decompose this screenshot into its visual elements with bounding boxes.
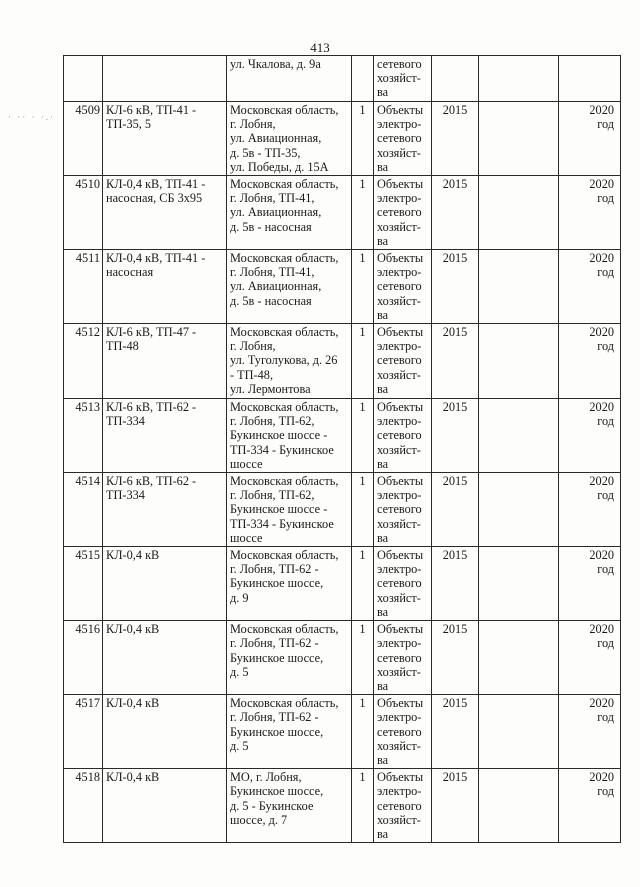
cell-no: 4511 [64,250,103,324]
cell-term-line: год [597,265,614,280]
cell-kind [374,769,432,843]
cell-location-line: г. Лобня, ТП-62, [230,488,315,503]
cell-no: 4510 [64,176,103,250]
cell-term-line: 2020 [589,177,614,192]
cell-empty [479,473,559,547]
cell-object-line: КЛ-0,4 кВ [106,770,160,785]
cell-term [559,399,621,473]
cell-kind-line: Объекты [377,548,424,563]
cell-kind [374,399,432,473]
cell-term-line: год [597,191,614,206]
cell-no: 4513 [64,399,103,473]
cell-location-line: г. Лобня, ТП-62 - [230,562,319,577]
cell-object-line: КЛ-6 кВ, ТП-62 - [106,400,197,415]
cell-kind-line: Объекты [377,177,424,192]
cell-year: 2015 [432,176,479,250]
cell-year: 2015 [432,769,479,843]
cell-kind-line: ва [377,826,389,841]
cell-year: 2015 [432,695,479,769]
cell-kind-line: хозяйст- [377,664,421,679]
cell-qty: 1 [352,102,374,176]
cell-qty: 1 [352,324,374,399]
cell-term-line: год [597,710,614,725]
cell-object [103,176,227,250]
cell-kind [374,621,432,695]
cell-term-line: 2020 [589,103,614,117]
cell-no: 4512 [64,324,103,399]
cell-no: 4515 [64,547,103,621]
cell-location [227,695,352,769]
cell-kind-line: хозяйст- [377,442,421,457]
cell-location-line: д. 5в - насосная [230,293,312,308]
cell-no: 4518 [64,769,103,843]
cell-location-line: ТП-334 - Букинское [230,442,334,457]
registry-sheet [63,55,620,839]
cell-object [103,547,227,621]
cell-kind-line: сетевого [377,428,422,443]
cell-object [103,399,227,473]
cell-kind-line: хозяйст- [377,145,421,160]
cell-kind-line: Объекты [377,770,424,785]
cell-term [559,547,621,621]
cell-object-line: насосная [106,265,154,280]
cell-empty [479,547,559,621]
cell-kind-line: ва [377,456,389,471]
cell-location-line: МО, г. Лобня, [230,770,302,785]
cell-location-line: Московская область, [230,251,339,266]
cell-kind-line: хозяйст- [377,367,421,382]
cell-term [559,56,621,102]
cell-location-line: ул. Лермонтова [230,381,311,396]
cell-kind [374,324,432,399]
kind-line: хозяйст- [377,71,421,86]
cell-year: 2015 [432,473,479,547]
cell-kind-line: Объекты [377,251,424,266]
table-row [64,769,621,843]
cell-location-line: д. 5в - насосная [230,219,312,234]
cell-location-line: Московская область, [230,696,339,711]
cell-term [559,621,621,695]
cell-location-line: г. Лобня, [230,117,276,132]
cell-term-line: 2020 [589,251,614,266]
cell-location-line: Московская область, [230,474,339,489]
cell-location-line: г. Лобня, ТП-62 - [230,710,319,725]
cell-location-line: Московская область, [230,400,339,415]
cell-year [432,56,479,102]
cell-kind-line: сетевого [377,205,422,220]
cell-location [227,547,352,621]
cell-term-line: год [597,339,614,354]
cell-object-line: КЛ-6 кВ, ТП-62 - [106,474,197,489]
cell-kind-line: ва [377,233,389,248]
cell-location [227,250,352,324]
cell-object [103,473,227,547]
cell-object-line: КЛ-6 кВ, ТП-41 - [106,103,197,117]
cell-location-line: Букинское шоссе, [230,650,324,665]
cell-kind [374,547,432,621]
cell-kind-line: ва [377,752,389,767]
cell-year: 2015 [432,250,479,324]
cell-kind-line: сетевого [377,131,422,146]
cell-kind-line: ва [377,530,389,545]
cell-location [227,473,352,547]
cell-term-line: 2020 [589,770,614,785]
cell-term [559,250,621,324]
cell-object-line: КЛ-0,4 кВ [106,622,160,637]
cell-kind [374,473,432,547]
cell-term-line: год [597,414,614,429]
cell-kind-line: сетевого [377,650,422,665]
cell-term [559,769,621,843]
cell-term-line: год [597,784,614,799]
cell-no: 4516 [64,621,103,695]
cell-location-line: ТП-334 - Букинское [230,516,334,531]
cell-empty [479,769,559,843]
cell-no: 4517 [64,695,103,769]
table-row [64,547,621,621]
cell-kind-line: электро- [377,191,422,206]
cell-object [103,769,227,843]
cell-location-line: шоссе, д. 7 [230,812,288,827]
cell-object-line: ТП-334 [106,488,145,503]
cell-location-line: г. Лобня, ТП-41, [230,265,315,280]
cell-location-line: Московская область, [230,548,339,563]
cell-object [103,56,227,102]
cell-kind-line: хозяйст- [377,219,421,234]
cell-kind-line: электро- [377,562,422,577]
cell-kind-line: хозяйст- [377,516,421,531]
cell-kind-line: Объекты [377,474,424,489]
cell-kind-line: электро- [377,488,422,503]
cell-qty: 1 [352,399,374,473]
cell-location-line: г. Лобня, [230,339,276,354]
cell-location-line: Московская область, [230,325,339,340]
cell-location-line: ул. Авиационная, [230,131,322,146]
cell-year: 2015 [432,324,479,399]
cell-kind-line: Объекты [377,325,424,340]
cell-term [559,102,621,176]
cell-term-line: 2020 [589,474,614,489]
cell-kind-line: ва [377,307,389,322]
cell-kind-line: электро- [377,265,422,280]
cell-location-line: г. Лобня, ТП-62 - [230,636,319,651]
cell-object-line: КЛ-0,4 кВ [106,696,160,711]
table-row [64,621,621,695]
kind-line: ва [377,85,389,100]
cell-kind-line: электро- [377,414,422,429]
cell-term [559,176,621,250]
cell-qty: 1 [352,695,374,769]
cell-location-line: г. Лобня, ТП-41, [230,191,315,206]
table-row [64,695,621,769]
cell-location [227,769,352,843]
cell-location-line: ул. Авиационная, [230,205,322,220]
cell-empty [479,250,559,324]
cell-location-line: г. Лобня, ТП-62, [230,414,315,429]
cell-location-line: Букинское шоссе, [230,576,324,591]
table-row [64,399,621,473]
table-body [64,56,621,843]
cell-kind [374,176,432,250]
cell-empty [479,324,559,399]
cell-term-line: 2020 [589,548,614,563]
margin-mark: · ·· · ·.· [8,112,55,122]
cell-kind-line: сетевого [377,576,422,591]
continuation-row [64,56,621,102]
cell-term-line: 2020 [589,696,614,711]
cell-location-line: д. 5 [230,664,249,679]
cell-location-line: д. 5 [230,738,249,753]
cell-empty [479,621,559,695]
cell-qty: 1 [352,473,374,547]
cell-term [559,473,621,547]
cell-empty [479,695,559,769]
cell-term-line: год [597,636,614,651]
cell-location-line: шоссе [230,456,263,471]
cell-location-line: Московская область, [230,103,339,117]
cell-location [227,621,352,695]
cell-empty [479,176,559,250]
cell-kind [374,102,432,176]
cell-kind [374,695,432,769]
cell-qty: 1 [352,769,374,843]
cell-kind-line: хозяйст- [377,293,421,308]
cell-location-line: д. 5в - ТП-35, [230,145,301,160]
cell-object-line: КЛ-0,4 кВ [106,548,160,563]
cell-kind-line: электро- [377,339,422,354]
cell-location [227,102,352,176]
kind-line: сетевого [377,57,422,71]
cell-kind-line: сетевого [377,502,422,517]
cell-kind-line: сетевого [377,353,422,368]
cell-kind-line: электро- [377,117,422,132]
cell-term-line: 2020 [589,622,614,637]
cell-empty [479,399,559,473]
cell-year: 2015 [432,399,479,473]
cell-kind-line: электро- [377,710,422,725]
cell-kind-line: сетевого [377,279,422,294]
table-row [64,250,621,324]
registry-table [63,55,621,843]
cell-location [227,324,352,399]
cell-location-line: Букинское шоссе, [230,784,324,799]
cell-kind-line: хозяйст- [377,812,421,827]
cell-location-line: шоссе [230,530,263,545]
table-row [64,473,621,547]
cell-location-line: - ТП-48, [230,367,274,382]
cell-no: 4514 [64,473,103,547]
cell-qty: 1 [352,621,374,695]
cell-kind-line: хозяйст- [377,590,421,605]
cell-year: 2015 [432,102,479,176]
cell-kind-line: сетевого [377,724,422,739]
cell-year: 2015 [432,621,479,695]
cell-term-line: год [597,488,614,503]
cell-location [227,399,352,473]
cell-term-line: год [597,117,614,132]
cell-term [559,695,621,769]
cell-object-line: ТП-35, 5 [106,117,152,132]
cell-kind [374,250,432,324]
table-row [64,102,621,176]
cell-kind-line: хозяйст- [377,738,421,753]
cell-year: 2015 [432,547,479,621]
cell-location-line: Букинское шоссе, [230,724,324,739]
cell-qty: 1 [352,547,374,621]
cell-kind-line: ва [377,604,389,619]
table-row [64,324,621,399]
cell-object [103,621,227,695]
cell-location-line: Московская область, [230,622,339,637]
cell-kind-line: Объекты [377,400,424,415]
cell-object-line: ТП-334 [106,414,145,429]
cell-kind-line: Объекты [377,696,424,711]
location-line: ул. Чкалова, д. 9а [230,57,321,71]
cell-qty [352,56,374,102]
cell-qty: 1 [352,176,374,250]
cell-object-line: насосная, СБ 3х95 [106,191,203,206]
cell-kind-line: ва [377,381,389,396]
cell-location-line: Букинское шоссе - [230,502,328,517]
cell-location-line: Букинское шоссе - [230,428,328,443]
cell-kind-line: ва [377,678,389,693]
cell-object [103,250,227,324]
cell-object-line: КЛ-0,4 кВ, ТП-41 - [106,251,206,266]
cell-no [64,56,103,102]
cell-kind-line: электро- [377,636,422,651]
cell-kind [374,56,432,102]
cell-object [103,324,227,399]
cell-kind-line: электро- [377,784,422,799]
table-row [64,176,621,250]
cell-empty [479,56,559,102]
cell-term-line: 2020 [589,325,614,340]
cell-term [559,324,621,399]
cell-location-line: ул. Туголукова, д. 26 [230,353,338,368]
cell-kind-line: Объекты [377,622,424,637]
cell-kind-line: ва [377,159,389,174]
cell-object-line: ТП-48 [106,339,139,354]
cell-kind-line: сетевого [377,798,422,813]
page-number: 413 [310,40,330,55]
cell-term-line: год [597,562,614,577]
cell-object-line: КЛ-6 кВ, ТП-47 - [106,325,197,340]
cell-object [103,695,227,769]
cell-object-line: КЛ-0,4 кВ, ТП-41 - [106,177,206,192]
cell-location-line: ул. Авиационная, [230,279,322,294]
cell-qty: 1 [352,250,374,324]
cell-location [227,176,352,250]
cell-location-line: Московская область, [230,177,339,192]
cell-term-line: 2020 [589,400,614,415]
cell-location [227,56,352,102]
cell-location-line: д. 9 [230,590,249,605]
cell-empty [479,102,559,176]
cell-location-line: ул. Победы, д. 15А [230,159,329,174]
cell-kind-line: Объекты [377,103,424,117]
cell-no: 4509 [64,102,103,176]
cell-location-line: д. 5 - Букинское [230,798,314,813]
cell-object [103,102,227,176]
